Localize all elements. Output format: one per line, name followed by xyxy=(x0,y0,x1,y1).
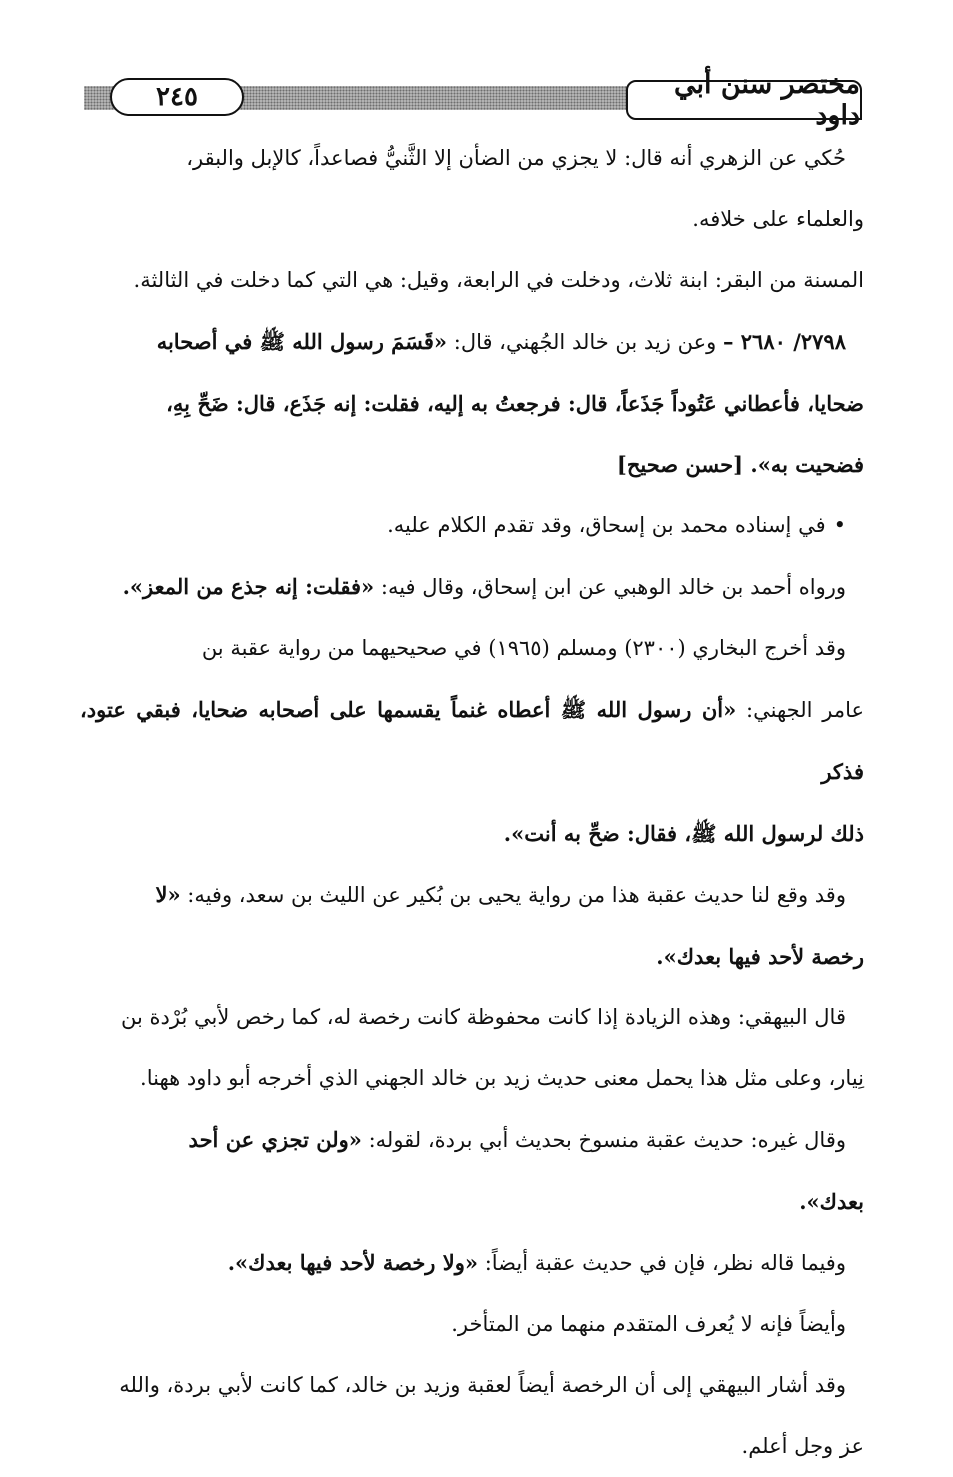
hadith-line: ضحايا، فأعطاني عَتُوداً جَذَعاً، قال: فرجعتُ به إليه، فقلت: إنه جَذَع، قال: ضَحِّ بِهِ، xyxy=(166,391,864,416)
plain-text: ورواه أحمد بن خالد الوهبي عن ابن إسحاق، وقال فيه: xyxy=(374,575,846,599)
hadith-line xyxy=(80,311,864,373)
hadith-quote: «قَسَمَ رسول الله ﷺ في أصحابه xyxy=(156,329,448,354)
text-line: ذلك لرسول الله ﷺ، فقال: ضحِّ به أنت». xyxy=(503,821,864,846)
hadith-number: ٢٧٩٨/ ٢٦٨٠ – xyxy=(722,329,846,354)
text-line xyxy=(80,864,864,926)
text-line: وأيضاً فإنه لا يُعرف المتقدم منهما من المتأخر. xyxy=(451,1312,846,1336)
text-line: عز وجل أعلم. xyxy=(741,1434,864,1458)
text-line: بعدك». xyxy=(799,1189,864,1214)
text-line: قال البيهقي: وهذه الزيادة إذا كانت محفوظة كانت رخصة له، كما رخص لأبي بُرْدة بن xyxy=(121,1005,846,1029)
text-line: وقد أخرج البخاري (٢٣٠٠) ومسلم (١٩٦٥) في صحيحيهما من رواية عقبة بن xyxy=(201,636,846,660)
page-body xyxy=(80,128,864,1477)
quote-text: «لا xyxy=(155,882,181,907)
page-header xyxy=(84,69,862,131)
text-line: نِيار، وعلى مثل هذا يحمل معنى حديث زيد بن خالد الجهني الذي أخرجه أبو داود ههنا. xyxy=(140,1066,864,1090)
quote-text: «ولن تجزي عن أحد xyxy=(188,1127,362,1152)
page-number: ٢٤٥ xyxy=(110,78,244,116)
text-line xyxy=(80,495,864,556)
text-line xyxy=(80,1232,864,1294)
plain-text: عامر الجهني: xyxy=(736,698,865,722)
bullet-icon: • xyxy=(833,513,846,537)
text-line: حُكي عن الزهري أنه قال: لا يجزي من الضأن إلا الثَّنيُّ فصاعداً، كالإبل والبقر، xyxy=(186,146,846,170)
hadith-chain: وعن زيد بن خالد الجُهني، قال: xyxy=(447,330,723,354)
text-line xyxy=(80,679,864,803)
quote-text: «ولا رخصة لأحد فيها بعدك». xyxy=(227,1250,479,1275)
quote-text: «فقلت: إنه جذع من المعز». xyxy=(122,574,375,599)
text-line: المسنة من البقر: ابنة ثلاث، ودخلت في الرابعة، وقيل: هي التي كما دخلت في الثالثة. xyxy=(133,268,864,292)
plain-text: وفيما قاله نظر، فإن في حديث عقبة أيضاً: xyxy=(478,1251,846,1275)
text-line: وقد أشار البيهقي إلى أن الرخصة أيضاً لعقبة وزيد بن خالد، كما كانت لأبي بردة، والله xyxy=(119,1373,846,1397)
text-line: رخصة لأحد فيها بعدك». xyxy=(656,944,864,969)
text-line xyxy=(80,1109,864,1171)
hadith-line: فضحيت به». [حسن صحيح] xyxy=(616,452,864,477)
plain-text: وقال غيره: حديث عقبة منسوخ بحديث أبي بردة، لقوله: xyxy=(361,1128,846,1152)
book-title: مختصر سنن أبي داود xyxy=(626,80,862,120)
plain-text: وقد وقع لنا حديث عقبة هذا من رواية يحيى بن بُكير عن الليث بن سعد، وفيه: xyxy=(180,883,846,907)
text-line: والعلماء على خلافه. xyxy=(692,207,864,231)
quote-text: «أن رسول الله ﷺ أعطاه غنماً يقسمها على أصحابه ضحايا، فبقي عتود، فذكر xyxy=(80,697,864,784)
text-line xyxy=(80,556,864,618)
bullet-text: في إسناده محمد بن إسحاق، وقد تقدم الكلام عليه. xyxy=(387,513,826,537)
